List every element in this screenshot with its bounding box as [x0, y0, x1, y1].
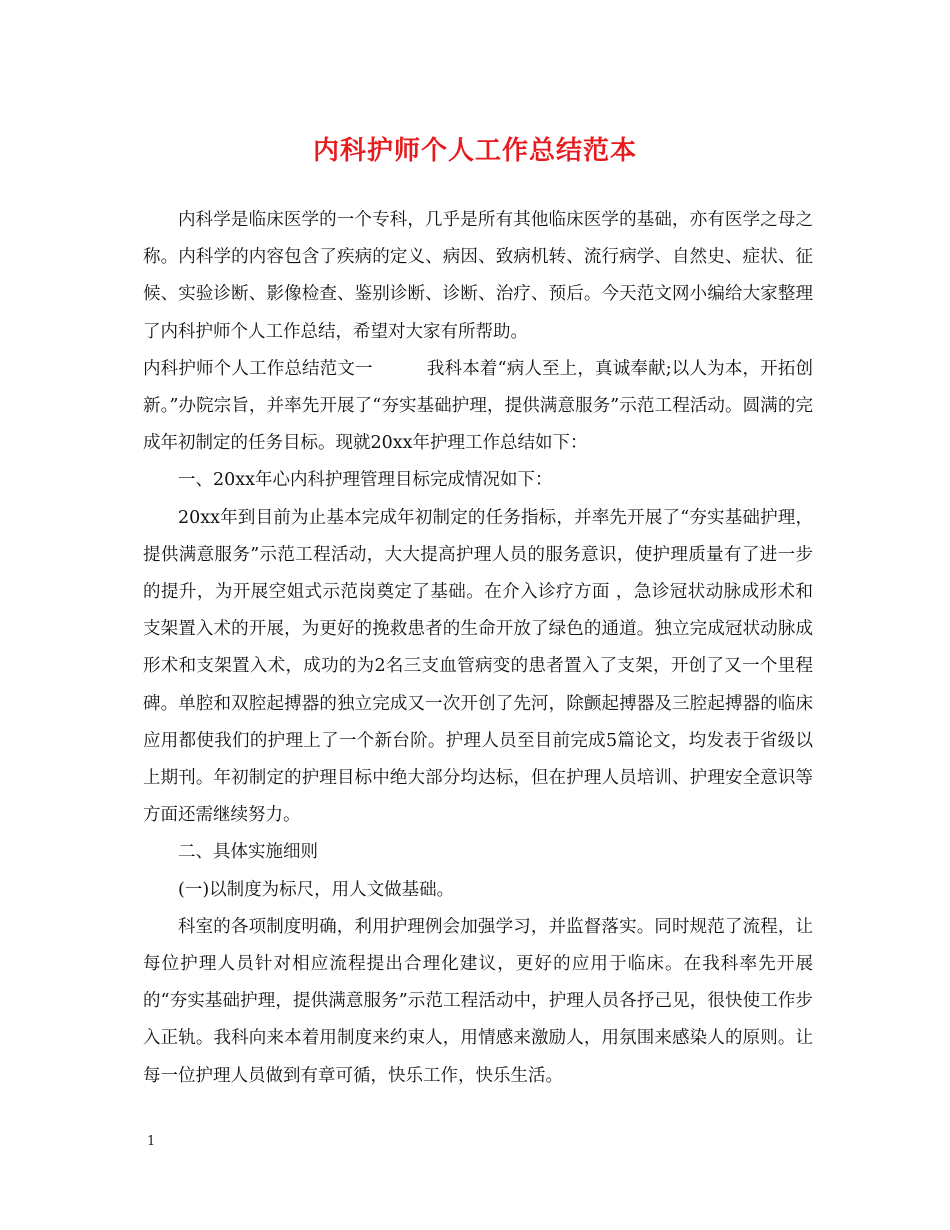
- sample-opening-text: 我科本着“病人至上，真诚奉献;以人为本，开拓创新。”办院宗旨，并率先开展了“夯实基础护理，提供满意服务”示范工程活动。圆满的完成年初制定的任务目标。现就20xx年护理工作总结如下：: [143, 358, 814, 454]
- sample-paragraph: [143, 351, 813, 463]
- document-title: 内科护师个人工作总结范本: [312, 136, 637, 166]
- subsection1-body: 科室的各项制度明确，利用护理例会加强学习，并监督落实。同时规范了流程，让每位护理人员针对相应流程提出合理化建议，更好的应用于临床。在我科率先开展的“夯实基础护理，提供满意服务”示范工程活动中，护理人员各抒己见，很快使工作步入正轨。我科向来本着用制度来约束人，用情感来激励人，用氛围来感染人的原则。让每一位护理人员做到有章可循，快乐工作，快乐生活。: [143, 916, 813, 1086]
- section1-heading: 一、20xx年心内科护理管理目标完成情况如下：: [178, 470, 553, 491]
- intro-paragraph: 内科学是临床医学的一个专科，几乎是所有其他临床医学的基础，亦有医学之母之称。内科学的内容包含了疾病的定义、病因、致病机转、流行病学、自然史、症状、征候、实验诊断、影像检查、鉴别诊断、诊断、治疗、预后。今天范文网小编给大家整理了内科护师个人工作总结，希望对大家有所帮助。: [143, 210, 813, 342]
- section1-body: 20xx年到目前为止基本完成年初制定的任务指标，并率先开展了“夯实基础护理，提供满意服务”示范工程活动，大大提高护理人员的服务意识，使护理质量有了进一步的提升，为开展空姐式示范岗奠定了基础。在介入诊疗方面 ，急诊冠状动脉成形术和支架置入术的开展，为更好的挽救患者的生命开放了绿色的通道。独立完成冠状动脉成形术和支架置入术，成功的为2名三支血管病变的患者置入了支架，开创了又一个里程碑。单腔和双腔起搏器的独立完成又一次开创了先河，除颤起搏器及三腔起搏器的临床应用都使我们的护理上了一个新台阶。护理人员至目前完成5篇论文，均发表于省级以上期刊。年初制定的护理目标中绝大部分均达标，但在护理人员培训、护理安全意识等方面还需继续努力。: [143, 507, 813, 826]
- document-body: [143, 202, 813, 1095]
- page-number: 1: [147, 1134, 156, 1149]
- subsection1-heading: (一)以制度为标尺，用人文做基础。: [178, 879, 455, 900]
- sample-heading: 内科护师个人工作总结范文一: [143, 358, 373, 379]
- section2-heading: 二、具体实施细则: [178, 842, 318, 863]
